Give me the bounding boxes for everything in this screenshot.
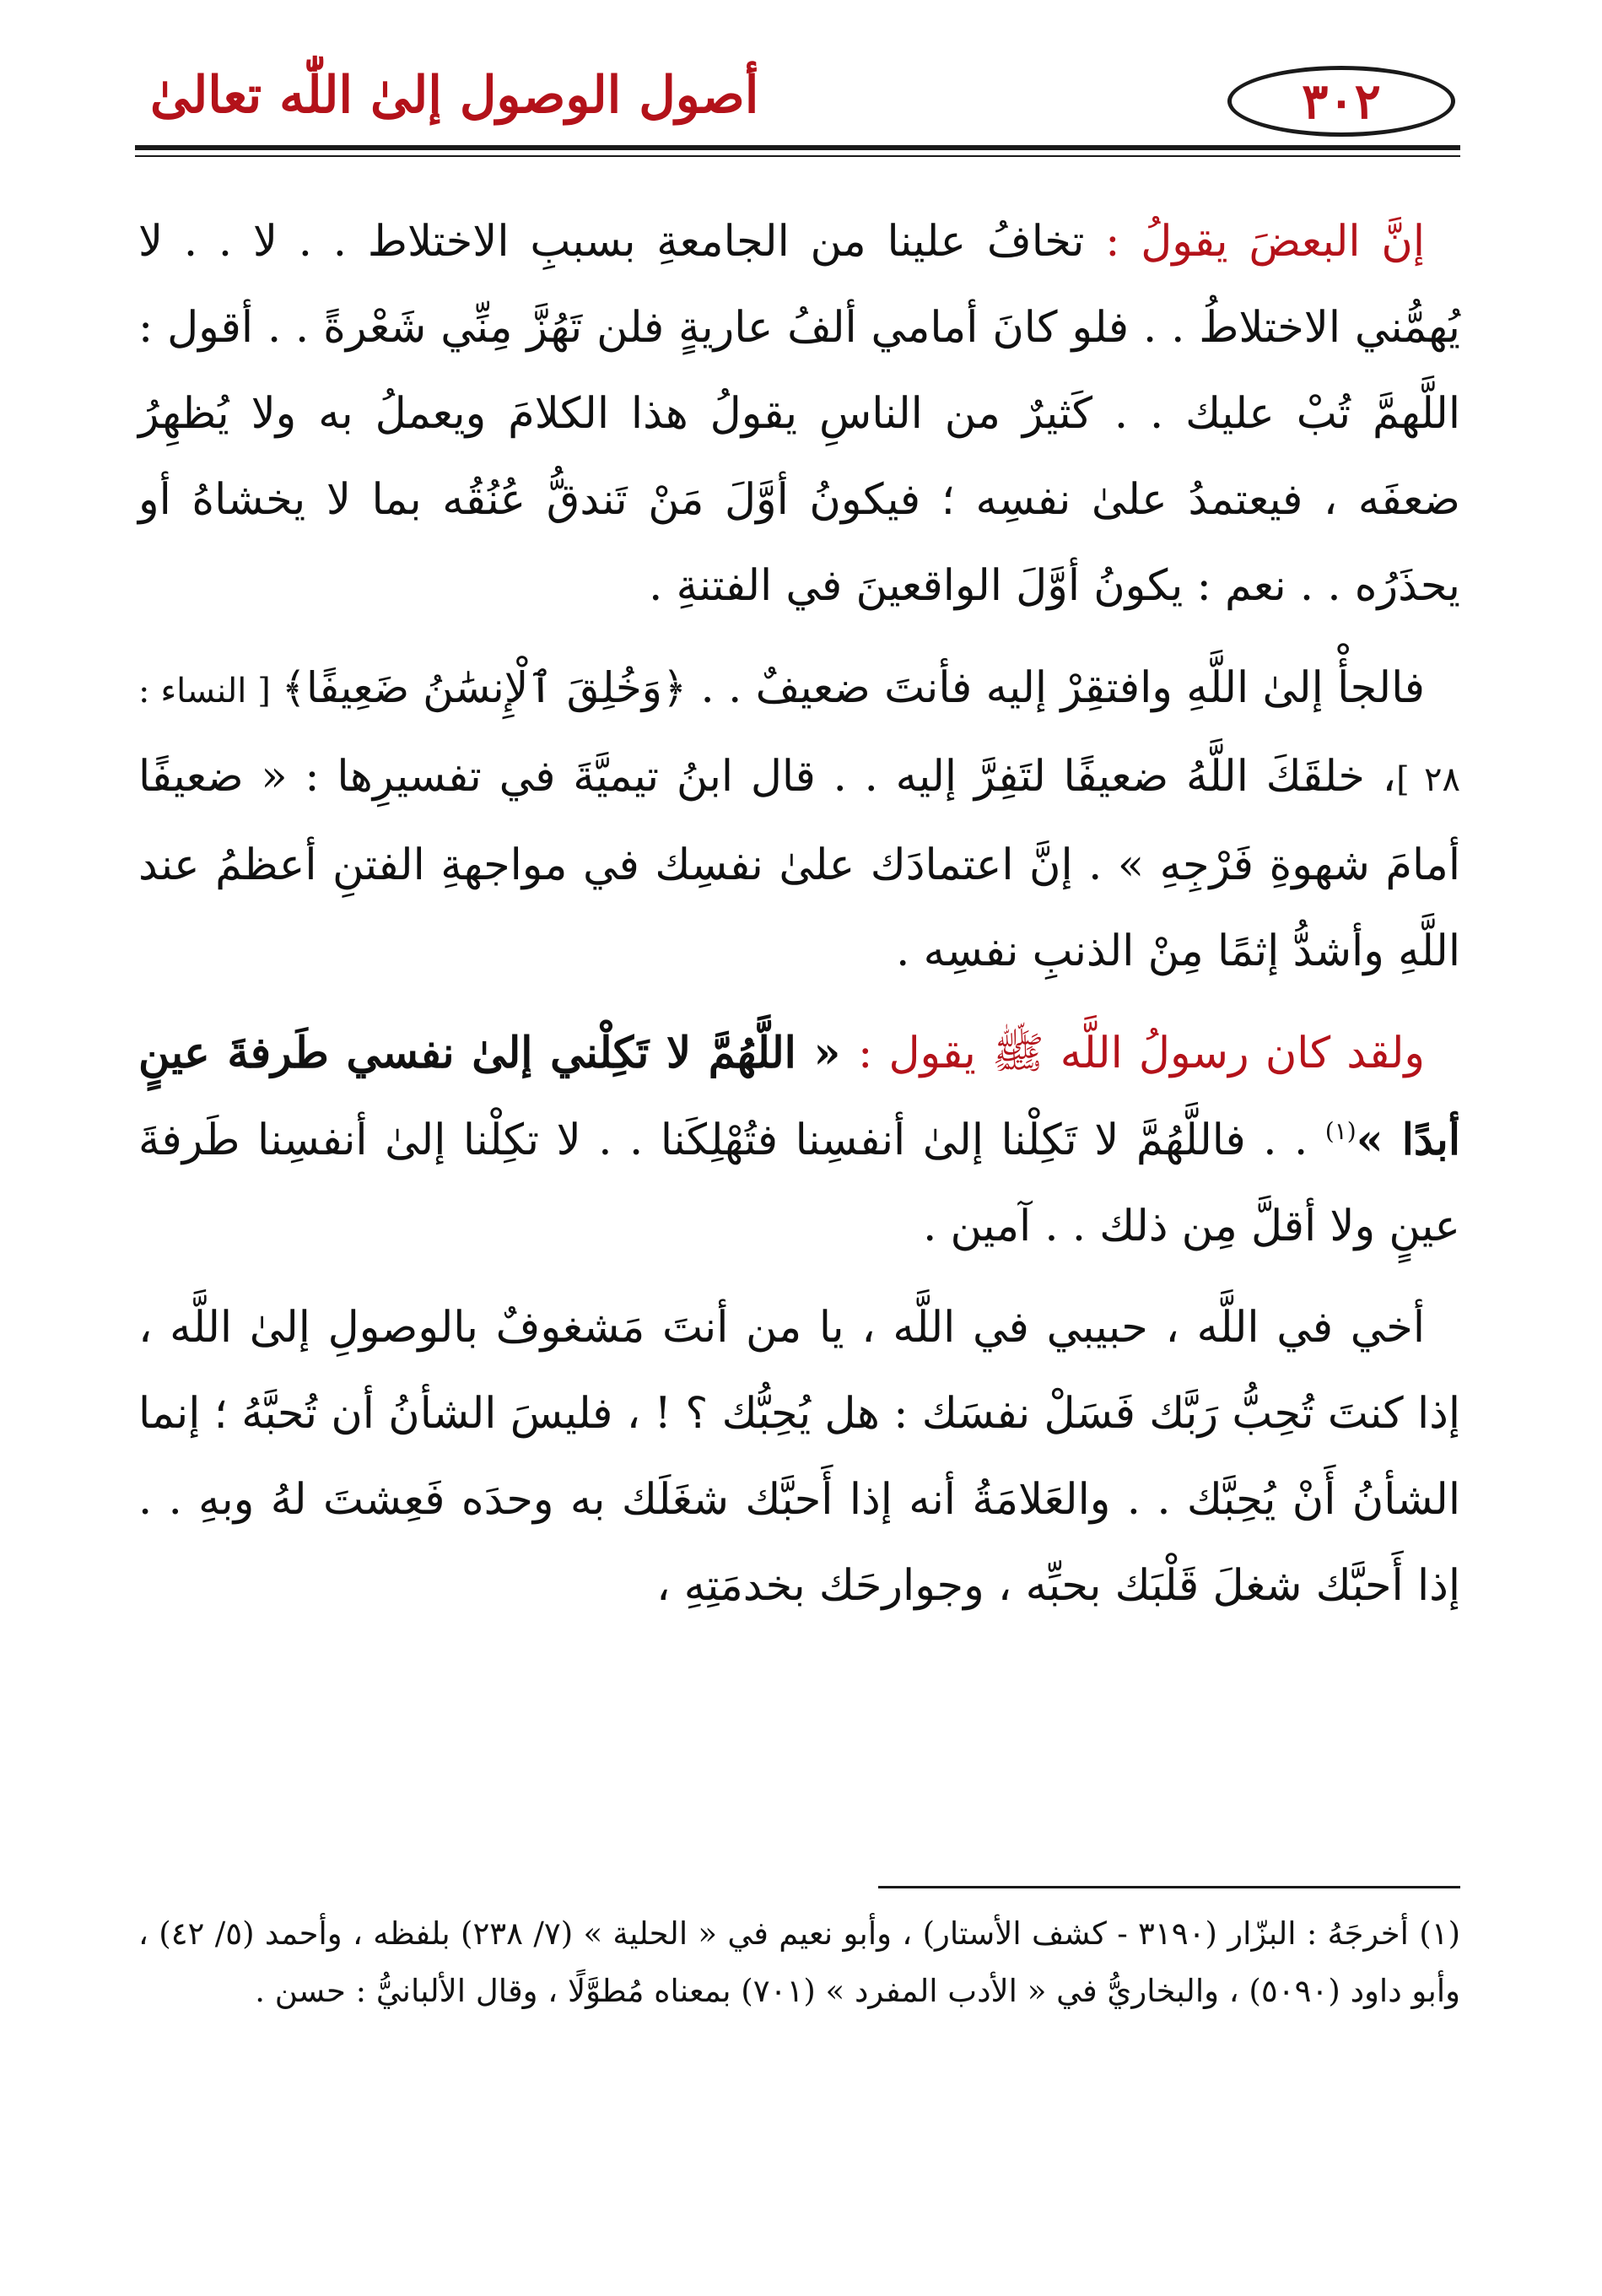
paragraph-3 bbox=[138, 1010, 1460, 1270]
page-number: ٣٠٢ bbox=[1227, 66, 1455, 137]
footnote: (١) أخرجَهُ : البزّار (٣١٩٠ - كشف الأستار) ، وأبو نعيم في « الحلية » (٧/ ٢٣٨) بلفظه ، وأحمد (٥/ ٤٢) ، وأبو داود (٥٠٩٠) ، والبخاريُّ في « الأدب المفرد » (٧٠١) بمعناه مُطوَّلًا ، وقال الألبانيُّ : حسن . bbox=[138, 1915, 1460, 2009]
paragraph-lead: ولقد كان رسولُ اللَّه ﷺ يقول : bbox=[858, 1029, 1425, 1078]
verse-citation: [ النساء : ٢٨ ] bbox=[138, 672, 1460, 799]
paragraph-text: تخافُ علينا من الجامعةِ بسببِ الاختلاط . . لا . . لا يُهمُّني الاختلاطُ . . فلو كانَ أمامي ألفُ عاريةٍ فلن تَهُزَّ مِنِّي شَعْرةً . . أقول : اللَّهمَّ تُبْ عليك . . كَثيرٌ من الناسِ يقولُ هذا الكلامَ ويعملُ به ولا يُظهِرُ ضعفَه ، فيعتمدُ علىٰ نفسِه ؛ فيكونُ أوَّلَ مَنْ تَندقُّ عُنُقُه بما لا يخشاهُ أو يحذَرُه . . نعم : يكونُ أوَّلَ الواقعينَ في الفتنةِ . bbox=[138, 217, 1460, 611]
paragraph-lead: إنَّ البعضَ يقولُ : bbox=[1105, 217, 1426, 267]
page-header bbox=[135, 51, 1460, 148]
body-text bbox=[138, 199, 1460, 1645]
hadith-quote: « اللَّهُمَّ لا تَكِلْني إلىٰ نفسي طَرفةَ عينٍ أبدًا » bbox=[138, 1028, 1460, 1165]
footnote-separator bbox=[878, 1886, 1460, 1888]
quran-verse: ﴿وَخُلِقَ ٱلْإِنسَٰنُ ضَعِيفًا﴾ bbox=[281, 663, 688, 712]
paragraph-text: فالجأْ إلىٰ اللَّهِ وافتقِرْ إليه فأنتَ ضعيفٌ . . bbox=[687, 663, 1426, 713]
running-title: أصول الوصول إلىٰ اللّٰه تعالىٰ bbox=[150, 66, 759, 125]
header-rule-thick bbox=[135, 145, 1460, 150]
paragraph-text: ، خلقَكَ اللَّهُ ضعيفًا لتَفِرَّ إليه . . قال ابنُ تيميَّةَ في تفسيرِها : « ضعيفًا أمامَ شهوةِ فَرْجِهِ » . إنَّ اعتمادَك علىٰ نفسِك في مواجهةِ الفتنِ أعظمُ عند اللَّهِ وأشدُّ إثمًا مِنْ الذنبِ نفسِه . bbox=[138, 752, 1460, 976]
paragraph-text: أخي في اللَّه ، حبيبي في اللَّه ، يا من أنتَ مَشغوفٌ بالوصولِ إلىٰ اللَّه ، إذا كنتَ تُحِبُّ رَبَّك فَسَلْ نفسَك : هل يُحِبُّك ؟ ! ، فليسَ الشأنُ أن تُحبَّهُ ؛ إنما الشأنُ أَنْ يُحِبَّك . . والعَلامَةُ أنه إذا أَحبَّك شغَلَك به وحدَه فَعِشتَ لهُ وبهِ . . إذا أَحبَّك شغلَ قَلْبَك بحبِّه ، وجوارحَك بخدمَتِهِ ، bbox=[138, 1303, 1460, 1611]
paragraph-text: . . فاللَّهُمَّ لا تَكِلْنا إلىٰ أنفسِنا فتُهْلِكَنا . . لا تكِلْنا إلىٰ أنفسِنا طَرفةَ عينٍ ولا أقلَّ مِن ذلك . . آمين . bbox=[138, 1116, 1460, 1251]
footnote-marker: (١) bbox=[1324, 1117, 1357, 1145]
paragraph-4 bbox=[138, 1285, 1460, 1629]
paragraph-2 bbox=[138, 645, 1460, 995]
paragraph-1 bbox=[138, 199, 1460, 629]
header-rule-thin bbox=[135, 155, 1460, 157]
